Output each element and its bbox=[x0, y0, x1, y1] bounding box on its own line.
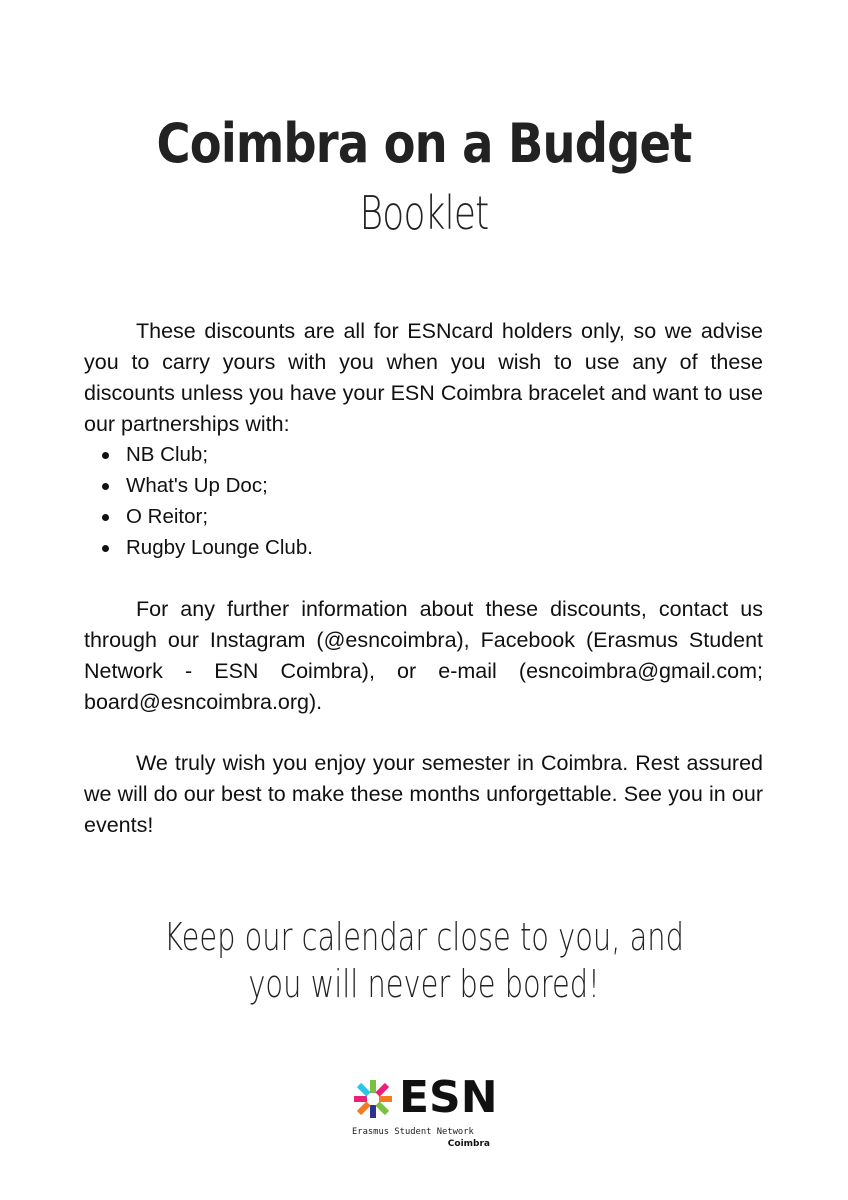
list-item: Rugby Lounge Club. bbox=[100, 532, 313, 563]
esn-wordmark: ESN bbox=[399, 1072, 498, 1123]
esn-full-name: Erasmus Student Network bbox=[352, 1127, 474, 1137]
closing-paragraph: We truly wish you enjoy your semester in Coimbra. Rest assured we will do our best to make these months unforgettable. See you in our events! bbox=[84, 751, 763, 837]
tagline-line-2: you will never be bored! bbox=[248, 962, 600, 1006]
tagline bbox=[102, 914, 746, 1008]
tagline-line-1: Keep our calendar close to you, and bbox=[164, 915, 684, 959]
list-item: What's Up Doc; bbox=[100, 470, 313, 501]
esn-logo bbox=[352, 1072, 502, 1156]
list-item: O Reitor; bbox=[100, 501, 313, 532]
intro-paragraph: These discounts are all for ESNcard holders only, so we advise you to carry yours with you when you wish to use any of these discounts unless you have your ESN Coimbra bracelet and want to use our partnerships with: bbox=[84, 319, 763, 436]
esn-section-city: Coimbra bbox=[447, 1139, 490, 1149]
list-item: NB Club; bbox=[100, 439, 313, 470]
esn-star-icon bbox=[352, 1078, 394, 1120]
contact-paragraph: For any further information about these discounts, contact us through our Instagram (@esncoimbra), Facebook (Erasmus Student Network - ESN Coimbra), or e-mail (esncoimbra@gmail.com; board@esncoimbra.org). bbox=[84, 597, 763, 714]
page-title: Coimbra on a Budget bbox=[156, 112, 692, 175]
partners-list bbox=[100, 439, 313, 563]
page-subtitle: Booklet bbox=[359, 186, 489, 240]
